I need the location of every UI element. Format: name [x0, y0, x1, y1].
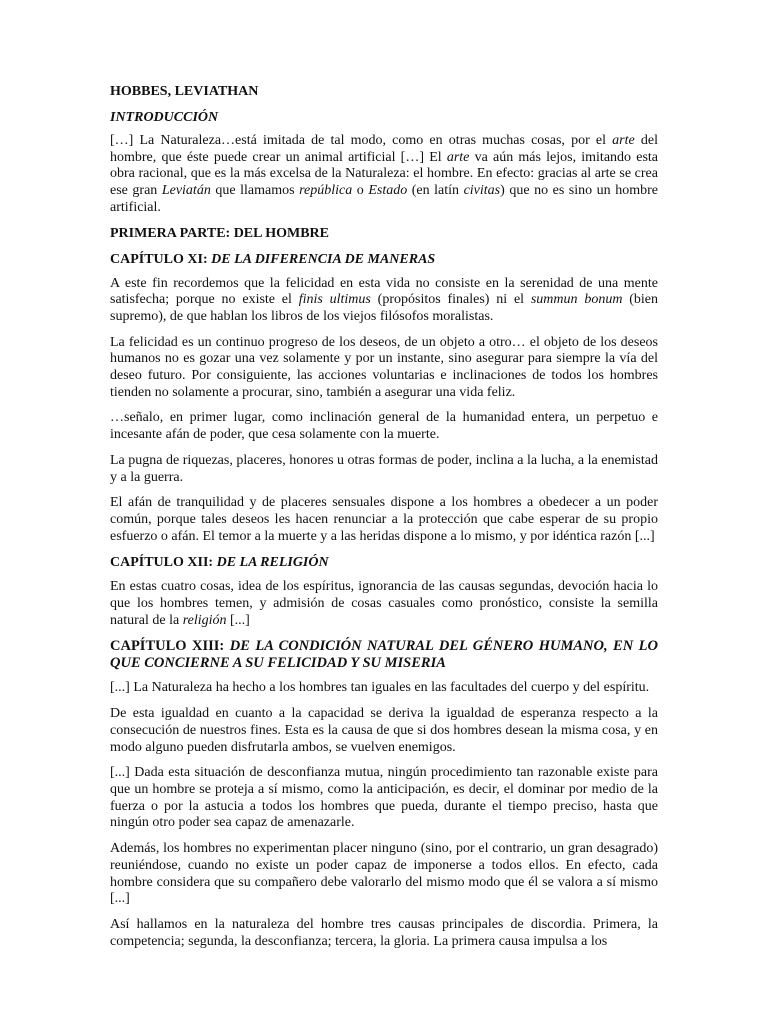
part-heading: PRIMERA PARTE: DEL HOMBRE [110, 225, 329, 241]
chapter-12-heading [110, 554, 658, 571]
italic-term: summun bonum [530, 292, 623, 308]
intro-heading: INTRODUCCIÓN [110, 110, 219, 125]
text-run: o [352, 183, 369, 199]
italic-term: arte [612, 133, 635, 148]
italic-term: Estado [368, 183, 408, 199]
ch13-paragraph-2: De esta igualdad en cuanto a la capacidad se deriva la igualdad de esperanza respecto a la consecución de nuestros fines. Esta es la causa de que si dos hombres desean la misma cosa, y en modo alguno pueden disfrutarla ambos, se vuelven enemigos. [110, 706, 658, 755]
text-run: del hombre, que éste puede crear un animal artificial […] El [110, 133, 658, 165]
text-run: (bien supremo), de que hablan los libros de los viejos filósofos moralistas. [110, 292, 659, 324]
ch11-paragraph-4: La pugna de riquezas, placeres, honores u otras formas de poder, inclina a la lucha, a la enemistad y a la guerra. [110, 452, 658, 485]
ch13-paragraph-5: Así hallamos en la naturaleza del hombre tres causas principales de discordia. Primera, la competencia; segunda, la desconfianza; tercera, la gloria. La primera causa impulsa a los [110, 916, 658, 949]
ch11-paragraph-5: El afán de tranquilidad y de placeres sensuales dispone a los hombres a obedecer a un poder común, porque tales deseos les hacen renunciar a la protección que cabe esperar de su propio esfuerzo o afán. El temor a la muerte y a las heridas dispone a lo mismo, y por idéntica razón [...] [110, 495, 658, 544]
ch13-paragraph-3: [...] Dada esta situación de desconfianza mutua, ningún procedimiento tan razonable existe para que un hombre se proteja a sí mismo, como la anticipación, es decir, el dominar por medio de la fuerza o por la astucia a todos los hombres que pueda, durante el tiempo preciso, hasta que ningún otro poder sea capaz de amenazarle. [110, 765, 658, 831]
text-run: […] La Naturaleza…está imitada de tal modo, como en otras muchas cosas, por el [110, 133, 613, 148]
italic-term: Leviatán [161, 183, 211, 199]
italic-term: religión [182, 612, 227, 628]
chapter-13-heading [110, 638, 658, 672]
chapter-name: DE LA CONDICIÓN NATURAL DEL GÉNERO HUMANO, EN LO QUE CONCIERNE A SU FELICIDAD Y SU MISERIA [110, 638, 659, 672]
text-run: A este fin recordemos que la felicidad en esta vida no consiste en la serenidad de una mente satisfecha; porque no existe el [110, 275, 658, 308]
intro-paragraph [110, 133, 658, 217]
text-run: (propósitos finales) ni el [370, 292, 531, 308]
ch12-paragraph-1 [110, 579, 658, 629]
ch13-paragraph-1: [...] La Naturaleza ha hecho a los hombres tan iguales en las facultades del cuerpo y del espíritu. [110, 680, 650, 696]
italic-term: finis ultimus [298, 292, 371, 308]
italic-term: república [299, 183, 353, 199]
chapter-label: CAPÍTULO XI: [110, 251, 212, 267]
italic-term: civitas [463, 183, 501, 199]
ch13-paragraph-4: Además, los hombres no experimentan placer ninguno (sino, por el contrario, un gran desagrado) reuniéndose, cuando no existe un poder capaz de imponerse a todos ellos. En efecto, cada hombre considera que su compañero debe valorarlo del mismo modo que él se valora a sí mismo [...] [110, 841, 658, 907]
ch11-paragraph-1 [110, 276, 658, 326]
text-run: [...] [226, 612, 250, 628]
text-run: ) que no es sino un hombre artificial. [110, 183, 658, 215]
text-run: En estas cuatro cosas, idea de los espíritus, ignorancia de las causas segundas, devoción hacia lo que los hombres temen, y admisión de cosas casuales como pronóstico, consiste la semilla natural de la [110, 579, 658, 628]
chapter-label: CAPÍTULO XIII: [110, 638, 230, 655]
document-title: HOBBES, LEVIATHAN [110, 84, 259, 99]
ch11-paragraph-3: …señalo, en primer lugar, como inclinación general de la humanidad entera, un perpetuo e incesante afán de poder, que cesa solamente con la muerte. [110, 410, 658, 443]
chapter-label: CAPÍTULO XII: [110, 555, 217, 571]
chapter-name: DE LA DIFERENCIA DE MANERAS [211, 251, 436, 267]
chapter-11-heading [110, 251, 658, 268]
ch11-paragraph-2: La felicidad es un continuo progreso de los deseos, de un objeto a otro… el objeto de los deseos humanos no es gozar una vez solamente y por un instante, sino asegurar para siempre la vía del deseo futuro. Por consiguiente, las acciones voluntarias e inclinaciones de todos los hombres tienden no solamente a procurar, sino, también a asegurar una vida feliz. [110, 334, 658, 400]
italic-term: arte [446, 149, 470, 165]
text-run: que llamamos [210, 183, 300, 199]
text-run: va aún más lejos, imitando esta obra racional, que es la más excelsa de la Naturaleza: el hombre. En efecto: gracias al arte se crea ese gran [110, 149, 658, 199]
text-run: (en latín [407, 183, 464, 199]
chapter-name: DE LA RELIGIÓN [216, 555, 329, 571]
